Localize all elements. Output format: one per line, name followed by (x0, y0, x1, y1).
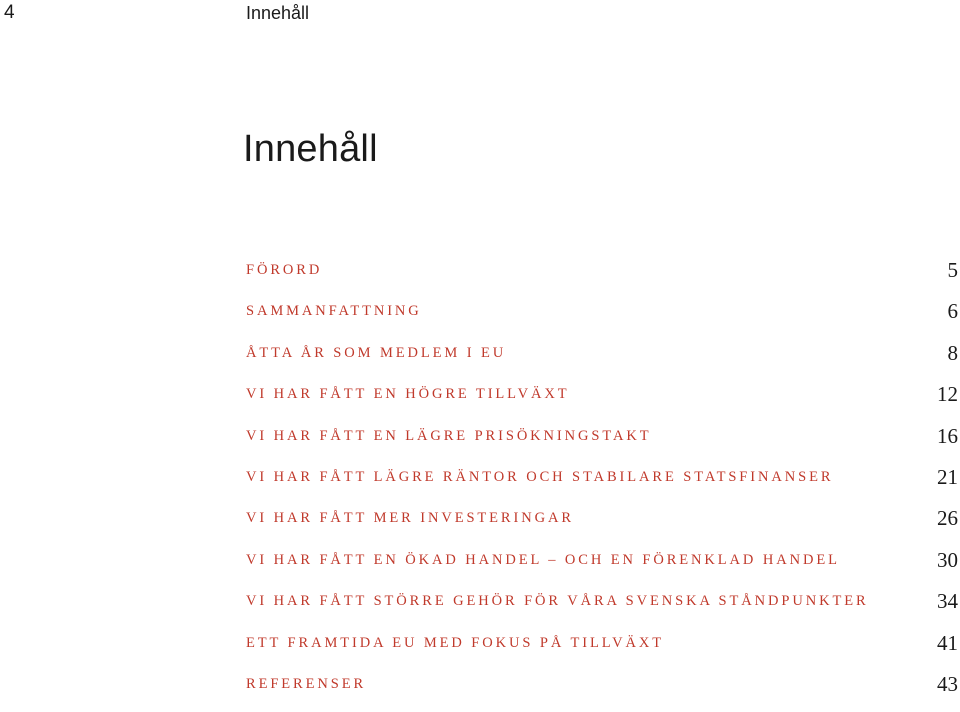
toc-entry-label: ETT FRAMTIDA EU MED FOKUS PÅ TILLVÄXT (246, 634, 664, 651)
toc-entry-page: 34 (937, 589, 958, 614)
toc-entry-rantor[interactable] (246, 464, 958, 505)
toc-entry-page: 41 (937, 630, 958, 655)
toc-entry-prisokningstakt[interactable] (246, 423, 958, 464)
toc-entry-page: 43 (937, 671, 958, 696)
toc-entry-framtida-eu[interactable] (246, 630, 958, 671)
toc-entry-page: 12 (937, 382, 958, 407)
toc-entry-page: 30 (937, 547, 958, 572)
toc-entry-handel[interactable] (246, 547, 958, 588)
toc-entry-label: VI HAR FÅTT EN ÖKAD HANDEL – OCH EN FÖRENKLAD HANDEL (246, 551, 840, 568)
toc-entry-label: SAMMANFATTNING (246, 303, 422, 320)
table-of-contents (246, 257, 958, 712)
toc-entry-label: VI HAR FÅTT LÄGRE RÄNTOR OCH STABILARE STATSFINANSER (246, 468, 834, 485)
toc-entry-label: REFERENSER (246, 675, 367, 692)
toc-entry-standpunkter[interactable] (246, 588, 958, 629)
toc-entry-label: ÅTTA ÅR SOM MEDLEM I EU (246, 344, 507, 361)
toc-entry-label: FÖRORD (246, 262, 323, 278)
page-number: 4 (4, 2, 15, 23)
toc-entry-page: 5 (947, 258, 958, 282)
toc-entry-atta-ar[interactable] (246, 340, 958, 381)
toc-entry-page: 16 (937, 423, 958, 448)
toc-entry-page: 21 (937, 464, 958, 489)
page-title: Innehåll (243, 128, 378, 170)
toc-entry-referenser[interactable] (246, 671, 958, 712)
toc-entry-hogre-tillvaxt[interactable] (246, 381, 958, 422)
toc-entry-label: VI HAR FÅTT STÖRRE GEHÖR FÖR VÅRA SVENSKA STÅNDPUNKTER (246, 593, 869, 610)
toc-entry-label: VI HAR FÅTT EN LÄGRE PRISÖKNINGSTAKT (246, 427, 652, 444)
toc-entry-investeringar[interactable] (246, 505, 958, 546)
running-header: Innehåll (246, 3, 310, 23)
toc-entry-sammanfattning[interactable] (246, 298, 958, 339)
toc-entry-label: VI HAR FÅTT MER INVESTERINGAR (246, 510, 574, 527)
toc-entry-label: VI HAR FÅTT EN HÖGRE TILLVÄXT (246, 386, 570, 403)
toc-entry-page: 8 (947, 340, 958, 365)
toc-entry-page: 26 (937, 506, 958, 531)
toc-entry-page: 6 (947, 299, 958, 324)
toc-entry-forord[interactable] (246, 257, 958, 298)
